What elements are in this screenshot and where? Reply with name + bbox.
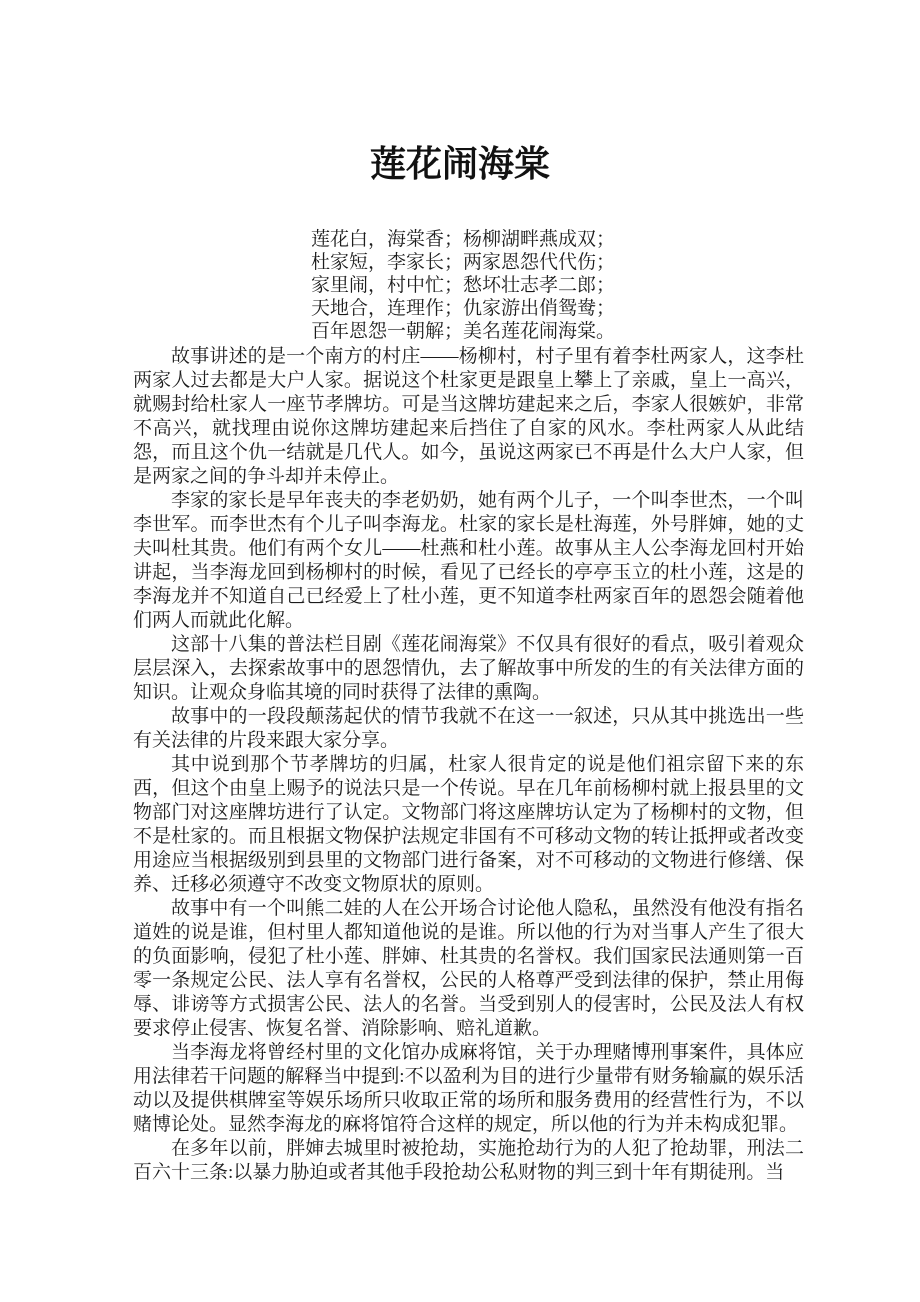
- verse-line-5: 百年恩怨一朝解；美名莲花闹海棠。: [311, 321, 616, 342]
- paragraph-families: 李家的家长是早年丧夫的李老奶奶，她有两个儿子，一个叫李世杰，一个叫李世军。而李世杰有个儿子叫李海龙。杜家的家长是杜海莲，外号胖婶，她的丈夫叫杜其贵。他们有两个女儿——杜燕和杜小莲。故事从主人公李海龙回村开始讲起，当李海龙回到杨柳村的时候，看见了已经长的亭亭玉立的杜小莲，这是的李海龙并不知道自己已经爱上了杜小莲，更不知道李杜两家百年的恩怨会随着他们两人而就此化解。: [133, 490, 804, 631]
- document-body: [0, 343, 920, 1185]
- verse-line-3: 家里闹，村中忙；愁坏壮志孝二郎；: [311, 275, 616, 296]
- paragraph-archway-relics-law: 其中说到那个节孝牌坊的归属，杜家人很肯定的说是他们祖宗留下来的东西，但这个由皇上赐予的说法只是一个传说。早在几年前杨柳村就上报县里的文物部门对这座牌坊进行了认定。文物部门将这座牌坊认定为了杨柳村的文物，但不是杜家的。而且根据文物保护法规定非国有不可移动文物的转让抵押或者改变用途应当根据级别到县里的文物部门进行备案，对不可移动的文物进行修缮、保养、迁移必须遵守不改变文物原状的原则。: [133, 754, 804, 895]
- paragraph-robbery-law: 在多年以前，胖婶去城里时被抢劫，实施抢劫行为的人犯了抢劫罪，刑法二百六十三条:以暴力胁迫或者其他手段抢劫公私财物的判三到十年有期徒刑。当: [133, 1138, 804, 1183]
- verse-line-2: 杜家短，李家长；两家恩怨代代伤；: [311, 252, 616, 273]
- paragraph-reputation-rights: 故事中有一个叫熊二娃的人在公开场合讨论他人隐私，虽然没有他没有指名道姓的说是谁，但村里人都知道他说的是谁。所以他的行为对当事人产生了很大的负面影响，侵犯了杜小莲、胖婶、杜其贵的名誉权。我们国家民法通则第一百零一条规定公民、法人享有名誉权，公民的人格尊严受到法律的保护，禁止用侮辱、诽谤等方式损害公民、法人的名誉。当受到别人的侵害时，公民及法人有权要求停止侵害、恢复名誉、消除影响、赔礼道歉。: [133, 898, 804, 1039]
- paragraph-mahjong-gambling: 当李海龙将曾经村里的文化馆办成麻将馆，关于办理赌博刑事案件，具体应用法律若干问题的解释当中提到:不以盈利为目的进行少量带有财务输赢的娱乐活动以及提供棋牌室等娱乐场所只收取正常的场所和服务费用的经营性行为，不以赌博论处。显然李海龙的麻将馆符合这样的规定，所以他的行为并未构成犯罪。: [133, 1042, 804, 1135]
- paragraph-selection-note: 故事中的一段段颠荡起伏的情节我就不在这一一叙述，只从其中挑选出一些有关法律的片段来跟大家分享。: [133, 706, 804, 751]
- paragraph-series-description: 这部十八集的普法栏目剧《莲花闹海棠》不仅具有很好的看点，吸引着观众层层深入，去探索故事中的恩怨情仇，去了解故事中所发的生的有关法律方面的知识。让观众身临其境的同时获得了法律的熏陶。: [133, 634, 804, 703]
- verse-line-4: 天地合，连理作；仇家游出俏鸳鸯；: [311, 298, 616, 319]
- document-title: 莲花闹海棠: [369, 144, 550, 184]
- opening-verse: [311, 228, 920, 343]
- verse-line-1: 莲花白，海棠香；杨柳湖畔燕成双；: [311, 229, 616, 250]
- paragraph-story-intro: 故事讲述的是一个南方的村庄——杨柳村，村子里有着李杜两家人，这李杜两家人过去都是大户人家。据说这个杜家更是跟皇上攀上了亲戚，皇上一高兴，就赐封给杜家人一座节孝牌坊。可是当这牌坊建起来之后，李家人很嫉妒，非常不高兴，就找理由说你这牌坊建起来后挡住了自家的风水。李杜两家人从此结怨，而且这个仇一结就是几代人。如今，虽说这两家已不再是什么大户人家，但是两家之间的争斗却并未停止。: [133, 346, 804, 487]
